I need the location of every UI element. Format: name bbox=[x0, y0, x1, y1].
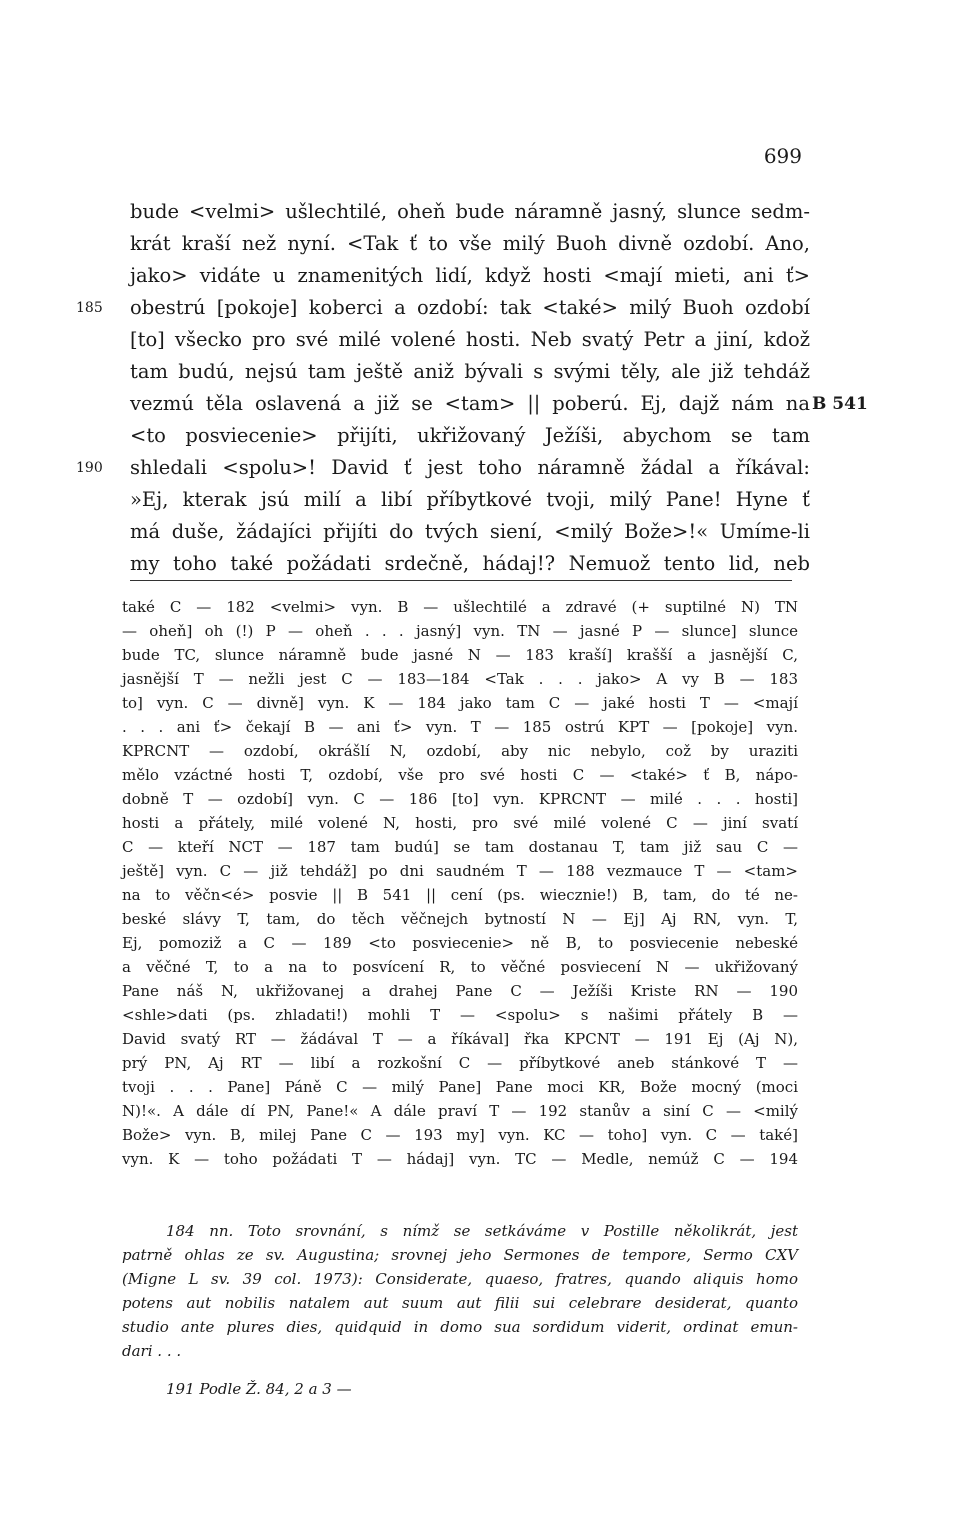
apparatus-line: — oheň] oh (!) P — oheň . . . jasný] vyn. TN — jasné P — slunce] slunce bbox=[122, 622, 798, 640]
apparatus-line: ještě] vyn. C — již tehdáž] po dni saudném T — 188 vezmauce T — <tam> bbox=[122, 862, 798, 880]
text-line bbox=[76, 452, 810, 484]
text-line bbox=[130, 228, 810, 260]
text-line bbox=[130, 388, 868, 420]
text-line bbox=[130, 196, 810, 228]
apparatus-line: . . . ani ť> čekají B — ani ť> vyn. T — 185 ostrú KPT — [pokoje] vyn. bbox=[122, 718, 798, 736]
line-text: »Ej, kterak jsú milí a libí příbytkové tvoji, milý Pane! Hyne ť bbox=[130, 488, 810, 511]
note-line: 184 nn. Toto srovnání, s nímž se setkáváme v Postille několikrát, jest bbox=[166, 1222, 798, 1240]
footnote-divider bbox=[130, 580, 792, 581]
page-number: 699 bbox=[763, 144, 802, 168]
note-line: 191 Podle Ž. 84, 2 a 3 — bbox=[166, 1380, 352, 1398]
apparatus-line: Ej, pomoziž a C — 189 <to posviecenie> ně B, to posviecenie nebeské bbox=[122, 934, 798, 952]
line-text: my toho také požádati srdečně, hádaj!? Nemuož tento lid, neb bbox=[130, 552, 810, 575]
apparatus-line: Bože> vyn. B, milej Pane C — 193 my] vyn. KC — toho] vyn. C — také] bbox=[122, 1126, 798, 1144]
note-spacer bbox=[122, 1363, 798, 1377]
line-text: má duše, žádajíci přijíti do tvých siení, <milý Bože>!« Umíme-li bbox=[130, 520, 810, 543]
apparatus-line: mělo vzáctné hosti T, ozdobí, vše pro své hosti C — <také> ť B, nápo- bbox=[122, 766, 798, 784]
apparatus-line: na to věčn<é> posvie || B 541 || cení (ps. wiecznie!) B, tam, do té ne- bbox=[122, 886, 798, 904]
apparatus-line: N)!«. A dále dí PN, Pane!« A dále praví T — 192 stanův a siní C — <milý bbox=[122, 1102, 798, 1120]
text-line bbox=[76, 292, 810, 324]
explanatory-notes bbox=[122, 1219, 798, 1401]
apparatus-line: tvoji . . . Pane] Páně C — milý Pane] Pane moci KR, Bože mocný (moci bbox=[122, 1078, 798, 1096]
line-text: bude <velmi> ušlechtilé, oheň bude náramně jasný, slunce sedm- bbox=[130, 200, 810, 223]
critical-apparatus bbox=[122, 595, 798, 1171]
line-text: vezmú těla oslavená a již se <tam> || poberú. Ej, dajž nám na bbox=[130, 392, 810, 415]
line-text: shledali <spolu>! David ť jest toho náramně žádal a říkával: bbox=[130, 456, 810, 479]
apparatus-line: <shle>dati (ps. zhladati!) mohli T — <spolu> s našimi přátely B — bbox=[122, 1006, 798, 1024]
apparatus-line: beské slávy T, tam, do těch věčnejch bytností N — Ej] Aj RN, vyn. T, bbox=[122, 910, 798, 928]
line-text: krát kraší než nyní. <Tak ť to vše milý Buoh divně ozdobí. Ano, bbox=[130, 232, 810, 255]
note-line: (Migne L sv. 39 col. 1973): Considerate, quaeso, fratres, quando aliquis homo bbox=[122, 1270, 798, 1288]
apparatus-line: prý PN, Aj RT — libí a rozkošní C — příbytkové aneb stánkové T — bbox=[122, 1054, 798, 1072]
text-line bbox=[130, 548, 810, 580]
line-text: tam budú, nejsú tam ještě aniž bývali s svými těly, ale již tehdáž bbox=[130, 360, 810, 383]
apparatus-line: C — kteří NCT — 187 tam budú] se tam dostanau T, tam již sau C — bbox=[122, 838, 798, 856]
line-text: jako> vidáte u znamenitých lidí, když hosti <mají mieti, ani ť> bbox=[130, 264, 810, 287]
note-line: dari . . . bbox=[122, 1342, 182, 1360]
line-number: 185 bbox=[76, 300, 103, 316]
text-line bbox=[130, 324, 810, 356]
apparatus-line: a věčné T, to a na to posvícení R, to věčné posviecení N — ukřižovaný bbox=[122, 958, 798, 976]
apparatus-line: také C — 182 <velmi> vyn. B — ušlechtilé a zdravé (+ suptilné N) TN bbox=[122, 598, 798, 616]
apparatus-line: to] vyn. C — divně] vyn. K — 184 jako tam C — jaké hosti T — <mají bbox=[122, 694, 798, 712]
apparatus-line: David svatý RT — žádával T — a říkával] řka KPCNT — 191 Ej (Aj N), bbox=[122, 1030, 798, 1048]
apparatus-line: KPRCNT — ozdobí, okrášlí N, ozdobí, aby nic nebylo, což by uraziti bbox=[122, 742, 798, 760]
line-number: 190 bbox=[76, 460, 103, 476]
apparatus-line: Pane náš N, ukřižovanej a drahej Pane C — Ježíši Kriste RN — 190 bbox=[122, 982, 798, 1000]
note-line: potens aut nobilis natalem aut suum aut filii sui celebrare desiderat, quanto bbox=[122, 1294, 798, 1312]
text-line bbox=[130, 260, 810, 292]
apparatus-line: bude TC, slunce náramně bude jasné N — 183 kraší] krašší a jasnější C, bbox=[122, 646, 798, 664]
note-line: patrně ohlas ze sv. Augustina; srovnej jeho Sermones de tempore, Sermo CXV bbox=[122, 1246, 798, 1264]
apparatus-line: dobně T — ozdobí] vyn. C — 186 [to] vyn. KPRCNT — milé . . . hosti] bbox=[122, 790, 798, 808]
text-line bbox=[130, 516, 810, 548]
text-line bbox=[130, 356, 810, 388]
note-line: studio ante plures dies, quidquid in domo sua sordidum viderit, ordinat emun- bbox=[122, 1318, 798, 1336]
line-text: <to posviecenie> přijíti, ukřižovaný Ježíši, abychom se tam bbox=[130, 424, 810, 447]
apparatus-line: vyn. K — toho požádati T — hádaj] vyn. TC — Medle, nemúž C — 194 bbox=[122, 1150, 798, 1168]
margin-reference: B 541 bbox=[812, 394, 868, 414]
line-text: obestrú [pokoje] koberci a ozdobí: tak <také> milý Buoh ozdobí bbox=[130, 296, 810, 319]
apparatus-line: jasnější T — nežli jest C — 183—184 <Tak . . . jako> A vy B — 183 bbox=[122, 670, 798, 688]
main-text bbox=[76, 196, 868, 580]
text-line bbox=[130, 420, 810, 452]
line-text: [to] všecko pro své milé volené hosti. Neb svatý Petr a jiní, kdož bbox=[130, 328, 810, 351]
apparatus-line: hosti a přátely, milé volené N, hosti, pro své milé volené C — jiní svatí bbox=[122, 814, 798, 832]
text-line bbox=[130, 484, 810, 516]
